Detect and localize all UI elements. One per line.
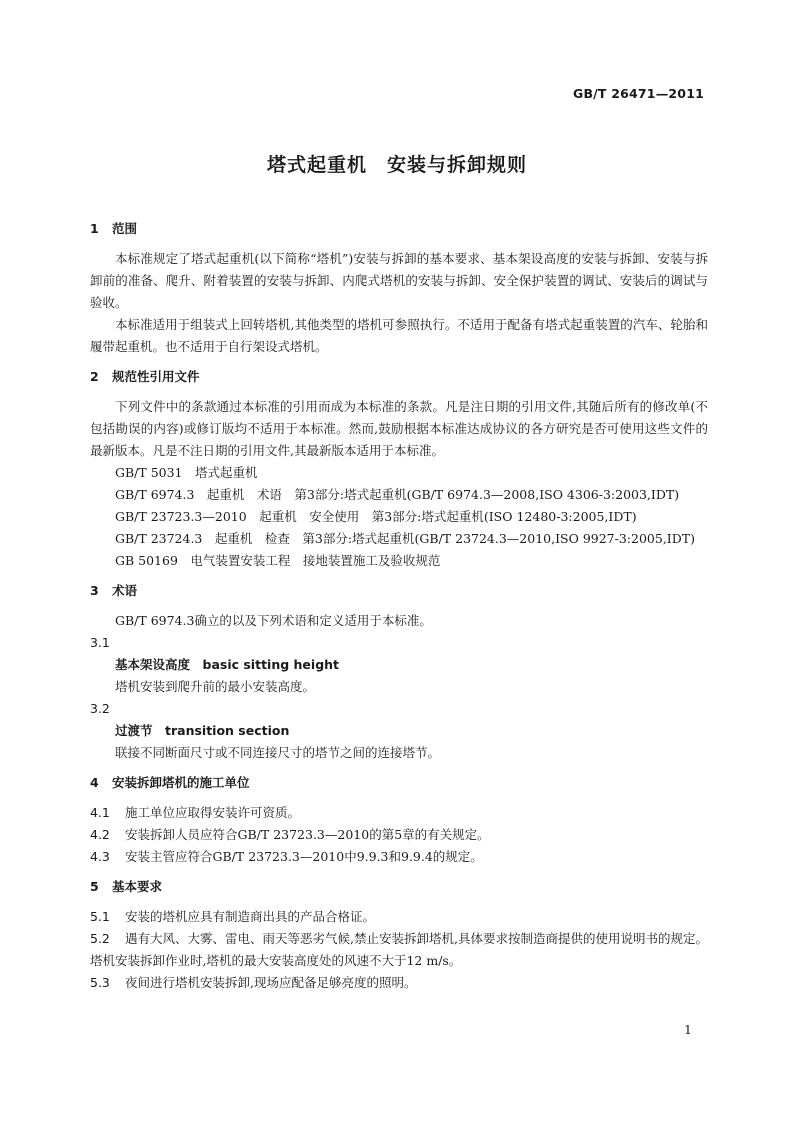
clause-text: 安装拆卸人员应符合GB/T 23723.3—2010的第5章的有关规定。 — [125, 827, 490, 842]
clause-text: 夜间进行塔机安装拆卸,现场应配备足够亮度的照明。 — [125, 975, 417, 990]
clause-number: 4.2 — [90, 827, 110, 842]
clause — [90, 928, 708, 972]
reference-item: GB 50169 电气装置安装工程 接地装置施工及验收规范 — [115, 553, 441, 568]
paragraph: 本标准规定了塔式起重机(以下简称“塔机”)安装与拆卸的基本要求、基本架设高度的安装与拆卸、安装与拆卸前的准备、爬升、附着装置的安装与拆卸、内爬式塔机的安装与拆卸、安全保护装置的调试、安装后的调试与验收。 — [90, 251, 708, 310]
clause-number: 5.1 — [90, 909, 110, 924]
clause — [90, 802, 708, 824]
clause — [90, 906, 708, 928]
term-number: 3.1 — [90, 635, 110, 650]
reference-item: GB/T 6974.3 起重机 术语 第3部分:塔式起重机(GB/T 6974.3—2008,ISO 4306-3:2003,IDT) — [115, 487, 680, 502]
clause-text: 遇有大风、大雾、雷电、雨天等恶劣气候,禁止安装拆卸塔机,具体要求按制造商提供的使用说明书的规定。塔机安装拆卸作业时,塔机的最大安装高度处的风速不大于12 m/s。 — [90, 931, 708, 968]
paragraph: 下列文件中的条款通过本标准的引用而成为本标准的条款。凡是注日期的引用文件,其随后所有的修改单(不包括勘误的内容)或修订版均不适用于本标准。然而,鼓励根据本标准达成协议的各方研究是否可使用这些文件的最新版本。凡是不注日期的引用文件,其最新版本适用于本标准。 — [90, 399, 708, 458]
section-number: 4 — [90, 775, 99, 790]
clause-number: 4.1 — [90, 805, 110, 820]
section-heading-normative-references — [90, 366, 708, 388]
clause-number: 5.3 — [90, 975, 110, 990]
section-heading-scope — [90, 218, 708, 240]
document-body — [90, 218, 708, 994]
page-number: 1 — [684, 1022, 692, 1037]
section-title: 安装拆卸塔机的施工单位 — [112, 775, 250, 790]
paragraph: GB/T 6974.3确立的以及下列术语和定义适用于本标准。 — [115, 613, 432, 628]
section-heading-basic-requirements — [90, 876, 708, 898]
term-name: 过渡节 transition section — [115, 723, 290, 738]
term-name: 基本架设高度 basic sitting height — [115, 657, 340, 672]
clause-text: 安装主管应符合GB/T 23723.3—2010中9.9.3和9.9.4的规定。 — [125, 849, 483, 864]
document-code: GB/T 26471—2011 — [572, 86, 704, 101]
section-number: 2 — [90, 369, 99, 384]
term-definition: 塔机安装到爬升前的最小安装高度。 — [115, 679, 316, 694]
section-title: 基本要求 — [112, 879, 163, 894]
clause-number: 5.2 — [90, 931, 110, 946]
reference-item: GB/T 23724.3 起重机 检查 第3部分:塔式起重机(GB/T 23724.3—2010,ISO 9927-3:2005,IDT) — [115, 531, 695, 546]
clause-text: 安装的塔机应具有制造商出具的产品合格证。 — [125, 909, 376, 924]
paragraph: 本标准适用于组装式上回转塔机,其他类型的塔机可参照执行。不适用于配备有塔式起重装置的汽车、轮胎和履带起重机。也不适用于自行架设式塔机。 — [90, 317, 708, 354]
section-number: 1 — [90, 221, 99, 236]
clause — [90, 972, 708, 994]
term-definition: 联接不同断面尺寸或不同连接尺寸的塔节之间的连接塔节。 — [115, 745, 441, 760]
reference-item: GB/T 23723.3—2010 起重机 安全使用 第3部分:塔式起重机(ISO 12480-3:2005,IDT) — [115, 509, 637, 524]
clause — [90, 824, 708, 846]
section-heading-installers — [90, 772, 708, 794]
clause-number: 4.3 — [90, 849, 110, 864]
term-number: 3.2 — [90, 701, 110, 716]
section-number: 5 — [90, 879, 99, 894]
section-title: 规范性引用文件 — [112, 369, 200, 384]
section-heading-terms — [90, 580, 708, 602]
clause-text: 施工单位应取得安装许可资质。 — [125, 805, 301, 820]
clause — [90, 846, 708, 868]
reference-item: GB/T 5031 塔式起重机 — [115, 465, 258, 480]
section-number: 3 — [90, 583, 99, 598]
document-title: 塔式起重机 安装与拆卸规则 — [266, 154, 527, 176]
section-title: 术语 — [112, 583, 138, 598]
section-title: 范围 — [112, 221, 138, 236]
